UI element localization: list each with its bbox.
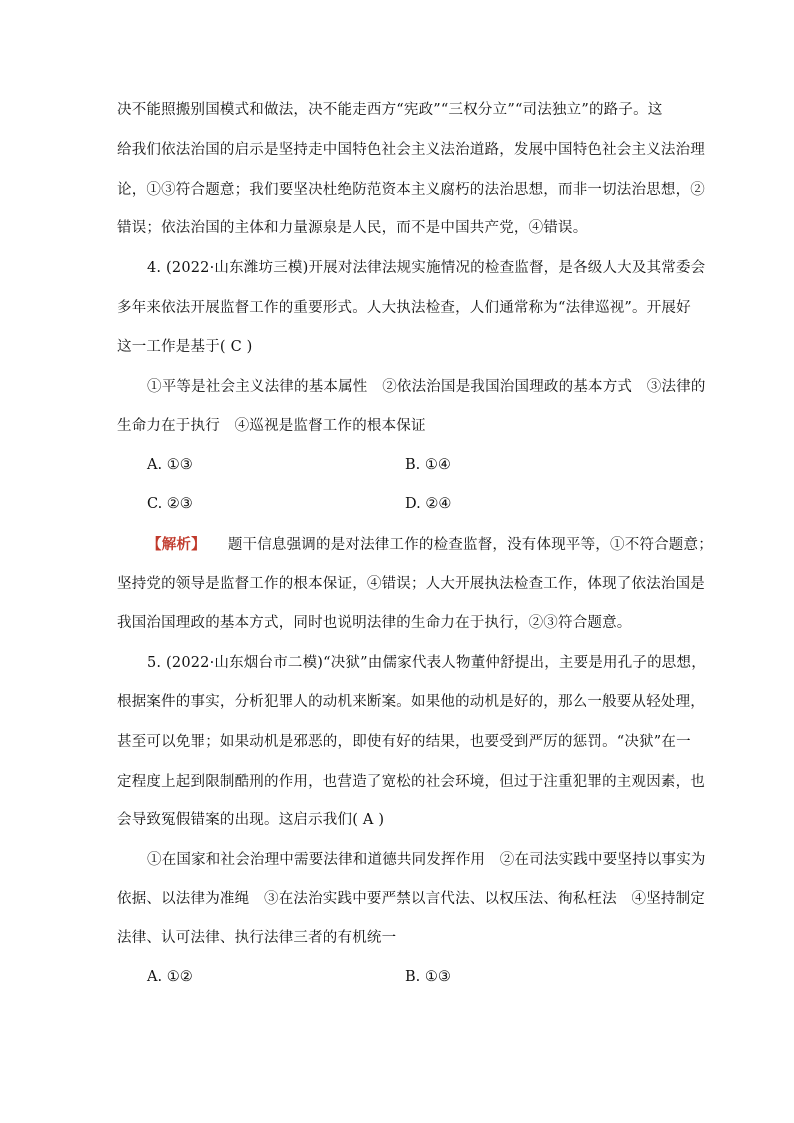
question-5-option-a: A. ①②: [147, 969, 193, 985]
question-4-option-d: D. ②④: [405, 496, 452, 512]
text-line: 错误；依法治国的主体和力量源泉是人民，而不是中国共产党，④错误。: [117, 220, 588, 236]
question-5-stem: 根据案件的事实，分析犯罪人的动机来断案。如果他的动机是好的，那么一般要从轻处理，: [117, 694, 705, 710]
question-4-analysis: [147, 535, 713, 555]
question-4-option-c: C. ②③: [147, 496, 193, 512]
question-4-option-b: B. ①④: [405, 457, 451, 473]
question-5-stem: 甚至可以免罪；如果动机是邪恶的，即使有好的结果，也要受到严厉的惩罚。“决狱”在一: [117, 734, 691, 750]
text-line: 论，①③符合题意；我们要坚决杜绝防范资本主义腐朽的法治思想，而非一切法治思想，②: [117, 182, 705, 198]
analysis-text: 题干信息强调的是对法律工作的检查监督，没有体现平等，①不符合题意；: [227, 537, 713, 553]
question-5-statements: 法律、认可法律、执行法律三者的有机统一: [117, 930, 397, 946]
question-4-stem: 多年来依法开展监督工作的重要形式。人大执法检查，人们通常称为“法律巡视”。开展好: [117, 300, 691, 316]
question-4-analysis: 坚持党的领导是监督工作的根本保证，④错误；人大开展执法检查工作，体现了依法治国是: [117, 576, 705, 592]
question-4-stem: 这一工作是基于( C ): [117, 339, 253, 355]
question-5-option-b: B. ①③: [405, 969, 451, 985]
question-4-option-a: A. ①③: [147, 457, 193, 473]
question-4-stem: 4. (2022·山东潍坊三模)开展对法律法规实施情况的检查监督，是各级人大及其常委会: [147, 260, 706, 276]
question-5-statements: ①在国家和社会治理中需要法律和道德共同发挥作用 ②在司法实践中要坚持以事实为: [147, 852, 706, 868]
question-4-analysis: 我国治国理政的基本方式，同时也说明法律的生命力在于执行，②③符合题意。: [117, 615, 632, 631]
question-5-stem: 定程度上起到限制酷刑的作用，也营造了宽松的社会环境，但过于注重犯罪的主观因素，也: [117, 774, 705, 790]
text-line: 决不能照搬别国模式和做法，决不能走西方“宪政”“三权分立”“司法独立”的路子。这: [117, 102, 663, 118]
analysis-tag: 【解析】: [147, 536, 206, 553]
question-5-stem: 会导致冤假错案的出现。这启示我们( A ): [117, 812, 385, 828]
question-4-statements: 生命力在于执行 ④巡视是监督工作的根本保证: [117, 418, 426, 434]
question-5-stem: 5. (2022·山东烟台市二模)“决狱”由儒家代表人物董仲舒提出，主要是用孔子的思想，: [147, 655, 706, 671]
question-4-statements: ①平等是社会主义法律的基本属性 ②依法治国是我国治国理政的基本方式 ③法律的: [147, 379, 706, 395]
question-5-statements: 依据、以法律为准绳 ③在法治实践中要严禁以言代法、以权压法、徇私枉法 ④坚持制定: [117, 891, 705, 907]
text-line: 给我们依法治国的启示是坚持走中国特色社会主义法治道路，发展中国特色社会主义法治理: [117, 142, 705, 158]
